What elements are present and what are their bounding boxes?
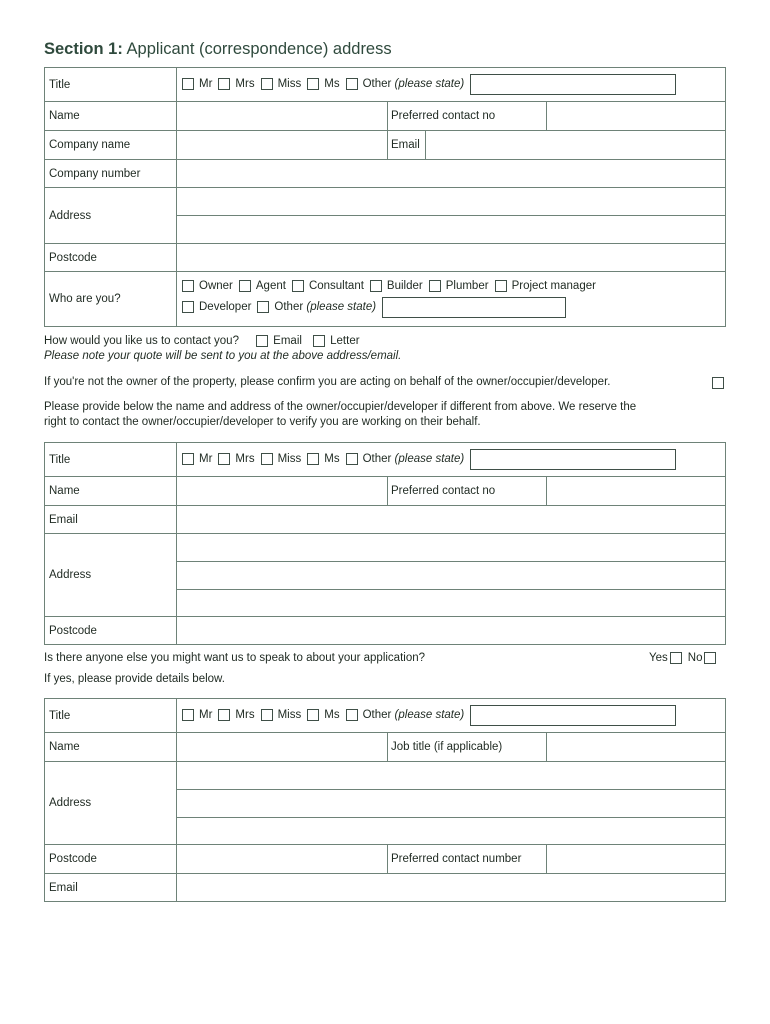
consultant-checkbox[interactable]: [292, 280, 304, 292]
email-input[interactable]: [426, 131, 725, 159]
contact-name-label: Name: [45, 733, 177, 762]
contact-miss-checkbox[interactable]: [261, 709, 273, 721]
preferred-contact-number-label: Preferred contact number: [388, 845, 547, 873]
owner-name-label: Name: [45, 477, 177, 506]
contact-person-table: [44, 698, 726, 902]
contact-email-label: Email: [273, 335, 302, 348]
owner-label: Owner: [199, 280, 233, 293]
owner-address-line-3-input[interactable]: [177, 590, 725, 616]
applicant-table: [44, 67, 726, 327]
who-are-you-cell: [177, 272, 726, 327]
owner-other-title-checkbox[interactable]: [346, 453, 358, 465]
builder-label: Builder: [386, 280, 423, 293]
section-heading: Applicant (correspondence) address: [126, 40, 392, 58]
owner-mrs-label: Mrs: [235, 453, 255, 466]
builder-checkbox[interactable]: [370, 280, 382, 292]
other-role-checkbox[interactable]: [257, 301, 269, 313]
title-options-cell: [177, 68, 726, 102]
contact-title-label: Title: [45, 699, 177, 733]
who-are-you-label: Who are you?: [45, 272, 177, 327]
contact-address-line-3-input[interactable]: [177, 818, 725, 844]
owner-table: [44, 442, 726, 645]
preferred-contact-number-input[interactable]: [547, 845, 725, 873]
ms-label: Ms: [324, 78, 340, 91]
agent-label: Agent: [255, 280, 286, 293]
company-name-input[interactable]: [177, 131, 388, 159]
anyone-else-question: Is there anyone else you might want us to speak to about your application?: [44, 652, 426, 664]
address-label: Address: [45, 188, 177, 244]
contact-ms-label: Ms: [324, 709, 340, 722]
company-number-label: Company number: [45, 160, 177, 188]
contact-email-checkbox[interactable]: [256, 335, 268, 347]
owner-address-line-1-input[interactable]: [177, 534, 725, 562]
name-input[interactable]: [177, 102, 388, 130]
mr-label: Mr: [199, 78, 213, 91]
section-title: [44, 40, 392, 59]
owner-email-input[interactable]: [177, 506, 726, 534]
contact-postcode-input[interactable]: [177, 845, 388, 873]
owner-info-text-2: right to contact the owner/occupier/developer to verify you are working on their behalf.: [44, 416, 481, 428]
job-title-label: Job title (if applicable): [388, 733, 547, 761]
owner-other-label: Other: [362, 453, 392, 466]
agent-checkbox[interactable]: [239, 280, 251, 292]
name-label: Name: [45, 102, 177, 131]
contact-email-input[interactable]: [177, 874, 726, 902]
developer-label: Developer: [199, 301, 252, 314]
owner-preferred-contact-label: Preferred contact no: [388, 477, 547, 505]
contact-please-state-note: (please state): [394, 709, 465, 722]
owner-miss-checkbox[interactable]: [261, 453, 273, 465]
job-title-input[interactable]: [547, 733, 725, 761]
address-line-2-input[interactable]: [177, 216, 725, 243]
contact-preference-row: [44, 335, 360, 347]
contact-letter-checkbox[interactable]: [313, 335, 325, 347]
contact-other-title-checkbox[interactable]: [346, 709, 358, 721]
owner-ms-label: Ms: [324, 453, 340, 466]
other-label: Other: [362, 78, 392, 91]
consultant-label: Consultant: [308, 280, 364, 293]
other-role-please-state: (please state): [306, 301, 377, 314]
mr-checkbox[interactable]: [182, 78, 194, 90]
owner-address-line-2-input[interactable]: [177, 562, 725, 590]
contact-other-label: Other: [362, 709, 392, 722]
preferred-contact-input[interactable]: [547, 102, 725, 130]
miss-checkbox[interactable]: [261, 78, 273, 90]
contact-address-line-2-input[interactable]: [177, 790, 725, 818]
email-label: Email: [388, 131, 426, 159]
other-title-checkbox[interactable]: [346, 78, 358, 90]
owner-miss-label: Miss: [277, 453, 302, 466]
preferred-contact-label: Preferred contact no: [388, 102, 547, 130]
company-number-input[interactable]: [177, 160, 726, 188]
plumber-label: Plumber: [445, 280, 489, 293]
section-number: Section 1:: [44, 40, 123, 58]
postcode-input[interactable]: [177, 244, 726, 272]
owner-other-title-input[interactable]: [470, 449, 676, 470]
contact-address-label: Address: [45, 762, 177, 845]
title-label: Title: [45, 68, 177, 102]
owner-mr-label: Mr: [199, 453, 213, 466]
owner-checkbox[interactable]: [182, 280, 194, 292]
owner-title-label: Title: [45, 443, 177, 477]
contact-name-input[interactable]: [177, 733, 388, 761]
postcode-label: Postcode: [45, 244, 177, 272]
please-state-note: (please state): [394, 78, 465, 91]
other-role-label: Other: [274, 301, 304, 314]
owner-email-label: Email: [45, 506, 177, 534]
yes-label: Yes: [649, 652, 668, 665]
owner-info-text-1: Please provide below the name and address of the owner/occupier/developer if different from above. We reserve the: [44, 401, 637, 413]
contact-note: Please note your quote will be sent to you at the above address/email.: [44, 350, 402, 362]
contact-question: How would you like us to contact you?: [44, 335, 239, 348]
other-title-input[interactable]: [470, 74, 676, 95]
mrs-label: Mrs: [235, 78, 255, 91]
contact-other-title-input[interactable]: [470, 705, 676, 726]
owner-preferred-contact-input[interactable]: [547, 477, 725, 505]
contact-mrs-label: Mrs: [235, 709, 255, 722]
developer-checkbox[interactable]: [182, 301, 194, 313]
owner-name-input[interactable]: [177, 477, 388, 505]
ms-checkbox[interactable]: [307, 78, 319, 90]
contact-postcode-label: Postcode: [45, 845, 177, 874]
contact-mr-checkbox[interactable]: [182, 709, 194, 721]
contact-mr-label: Mr: [199, 709, 213, 722]
owner-mrs-checkbox[interactable]: [218, 453, 230, 465]
owner-confirm-checkbox[interactable]: [712, 377, 724, 389]
other-role-input[interactable]: [382, 297, 566, 318]
miss-label: Miss: [277, 78, 302, 91]
owner-confirm-text: If you're not the owner of the property, please confirm you are acting on behalf of the owner/occupier/developer.: [44, 376, 611, 388]
owner-postcode-input[interactable]: [177, 617, 726, 645]
mrs-checkbox[interactable]: [218, 78, 230, 90]
no-checkbox[interactable]: [704, 652, 716, 664]
contact-title-options-cell: [177, 699, 726, 733]
anyone-else-options: [649, 652, 716, 664]
contact-ms-checkbox[interactable]: [307, 709, 319, 721]
contact-mrs-checkbox[interactable]: [218, 709, 230, 721]
owner-address-label: Address: [45, 534, 177, 617]
contact-email-label-cell: Email: [45, 874, 177, 902]
plumber-checkbox[interactable]: [429, 280, 441, 292]
contact-letter-label: Letter: [330, 335, 360, 348]
contact-miss-label: Miss: [277, 709, 302, 722]
owner-mr-checkbox[interactable]: [182, 453, 194, 465]
yes-checkbox[interactable]: [670, 652, 682, 664]
company-name-label: Company name: [45, 131, 177, 160]
contact-address-line-1-input[interactable]: [177, 762, 725, 790]
no-label: No: [687, 652, 703, 665]
address-line-1-input[interactable]: [177, 188, 725, 216]
owner-postcode-label: Postcode: [45, 617, 177, 645]
project-manager-checkbox[interactable]: [495, 280, 507, 292]
anyone-else-followup: If yes, please provide details below.: [44, 673, 225, 685]
owner-please-state-note: (please state): [394, 453, 465, 466]
project-manager-label: Project manager: [511, 280, 596, 293]
owner-title-options-cell: [177, 443, 726, 477]
owner-ms-checkbox[interactable]: [307, 453, 319, 465]
